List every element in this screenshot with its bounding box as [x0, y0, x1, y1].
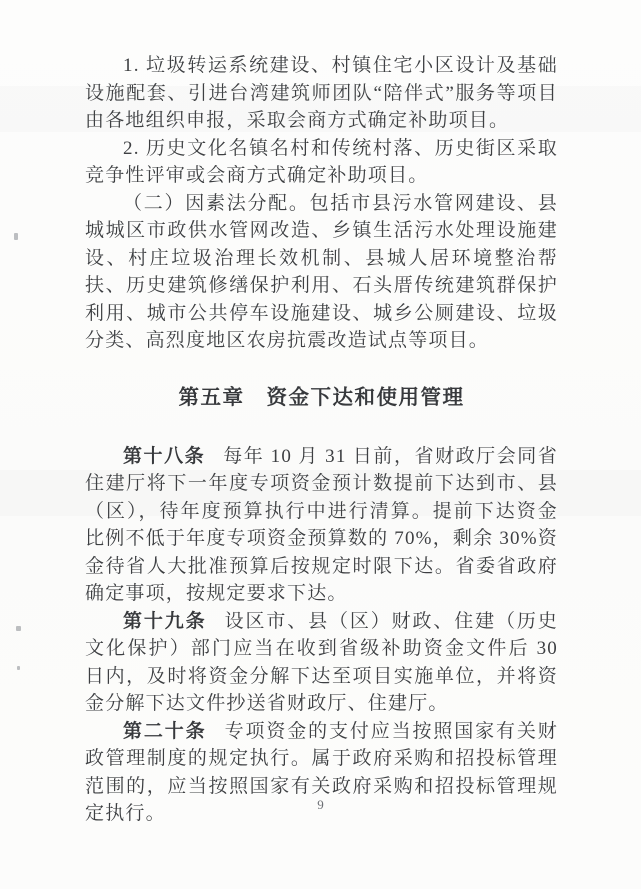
- paragraph-item-2: [85, 135, 558, 190]
- article-19: [85, 608, 558, 718]
- article-18: [85, 443, 558, 608]
- article-number: 第二十条: [123, 720, 207, 742]
- scan-artifact: [14, 233, 18, 240]
- article-text: 专项资金的支付应当按照国家有关财政管理制度的规定执行。属于政府采购和招投标管理范围的，应当按照国家有关政府采购和招投标管理规定执行。: [85, 720, 558, 824]
- chapter-heading: 第五章 资金下达和使用管理: [178, 385, 465, 409]
- paragraph-text: 2. 历史文化名镇名村和传统村落、历史街区采取竞争性评审或会商方式确定补助项目。: [85, 137, 558, 186]
- scan-artifact: [16, 626, 21, 631]
- article-text: 每年 10 月 31 日前，省财政厅会同省住建厅将下一年度专项资金预计数提前下达到市、县（区），待年度预算执行中进行清算。提前下达资金比例不低于年度专项资金预算数的 70%，剩余 30%资金待省人大批准预算后按规定时限下达。省委省政府确定事项，按规定要求下达。: [85, 445, 559, 604]
- scan-artifact: [17, 666, 20, 670]
- paragraph-factor-allocation: [85, 190, 558, 355]
- article-text: 设区市、县（区）财政、住建（历史文化保护）部门应当在收到省级补助资金文件后 30 日内，及时将资金分解下达至项目实施单位，并将资金分解下达文件抄送省财政厅、住建厅。: [85, 610, 558, 714]
- document-body: [85, 52, 558, 828]
- paragraph-item-1: [85, 52, 558, 135]
- page-number: 9: [317, 797, 324, 812]
- paragraph-text: （二）因素法分配。包括市县污水管网建设、县城城区市政供水管网改造、乡镇生活污水处理设施建设、村庄垃圾治理长效机制、县城人居环境整治帮扶、历史建筑修缮保护利用、石头厝传统建筑群保护利用、城市公共停车设施建设、城乡公厕建设、垃圾分类、高烈度地区农房抗震改造试点等项目。: [85, 192, 558, 351]
- article-number: 第十八条: [123, 445, 206, 467]
- article-number: 第十九条: [123, 610, 207, 632]
- paragraph-text: 1. 垃圾转运系统建设、村镇住宅小区设计及基础设施配套、引进台湾建筑师团队“陪伴式”服务等项目由各地组织申报，采取会商方式确定补助项目。: [85, 55, 558, 131]
